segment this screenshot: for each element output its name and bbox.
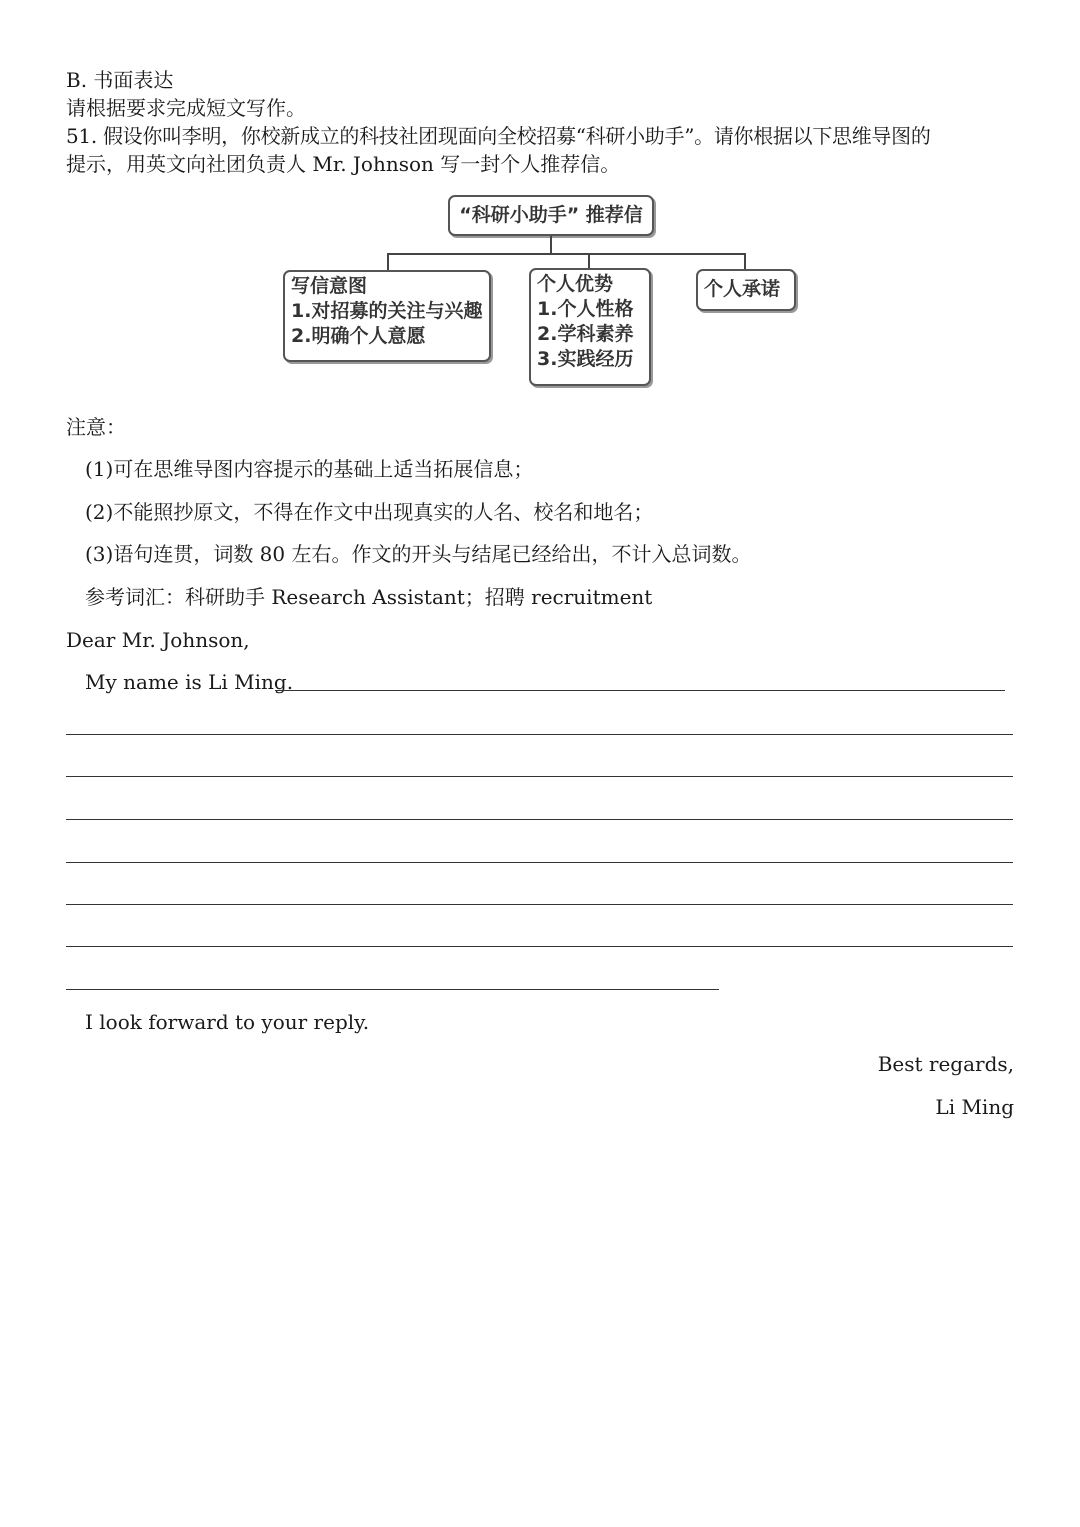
writing-line [66, 946, 1013, 947]
letter-closing-line: I look forward to your reply. [85, 1010, 370, 1034]
section-title: B. 书面表达 [66, 68, 174, 92]
mind-map-branch-commitment [696, 269, 796, 311]
connector-root [550, 236, 552, 254]
branch-title: 写信意图 [291, 275, 368, 297]
note-item: (1)可在思维导图内容提示的基础上适当拓展信息； [85, 457, 534, 481]
branch-item: 2.学科素养 [537, 323, 634, 345]
branch-item: 3.实践经历 [537, 348, 634, 370]
note-item: (3)语句连贯，词数 80 左右。作文的开头与结尾已经给出，不计入总词数。 [85, 542, 752, 566]
writing-line [66, 862, 1013, 863]
notes-heading: 注意： [66, 415, 126, 439]
branch-item: 1.个人性格 [537, 298, 634, 320]
letter-sign-off: Best regards, [877, 1052, 1014, 1076]
branch-title: 个人承诺 [704, 278, 781, 300]
connector-horizontal [387, 253, 746, 255]
branch-item: 1.对招募的关注与兴趣 [291, 300, 483, 322]
branch-item: 2.明确个人意愿 [291, 325, 426, 347]
question-line-1: 51. 假设你叫李明，你校新成立的科技社团现面向全校招募“科研小助手”。请你根据以下思维导图的 [66, 124, 931, 148]
writing-line [66, 819, 1013, 820]
letter-greeting: Dear Mr. Johnson, [66, 628, 250, 652]
note-item: (2)不能照抄原文，不得在作文中出现真实的人名、校名和地名； [85, 500, 654, 524]
question-line-2: 提示，用英文向社团负责人 Mr. Johnson 写一封个人推荐信。 [66, 152, 621, 176]
letter-signature: Li Ming [935, 1095, 1014, 1119]
writing-line [66, 904, 1013, 905]
writing-line [66, 734, 1013, 735]
branch-title: 个人优势 [537, 273, 614, 295]
letter-opening: My name is Li Ming. [85, 670, 294, 694]
writing-line [66, 776, 1013, 777]
instruction: 请根据要求完成短文写作。 [66, 96, 306, 120]
writing-line [66, 989, 719, 990]
mind-map-branch-intent [283, 270, 491, 362]
mind-map-root: “科研小助手” 推荐信 [448, 195, 654, 236]
mind-map-branch-strengths [529, 268, 651, 386]
writing-line [275, 690, 1005, 691]
connector-left [387, 253, 389, 271]
vocab-hint: 参考词汇：科研助手 Research Assistant；招聘 recruitment [85, 585, 653, 609]
